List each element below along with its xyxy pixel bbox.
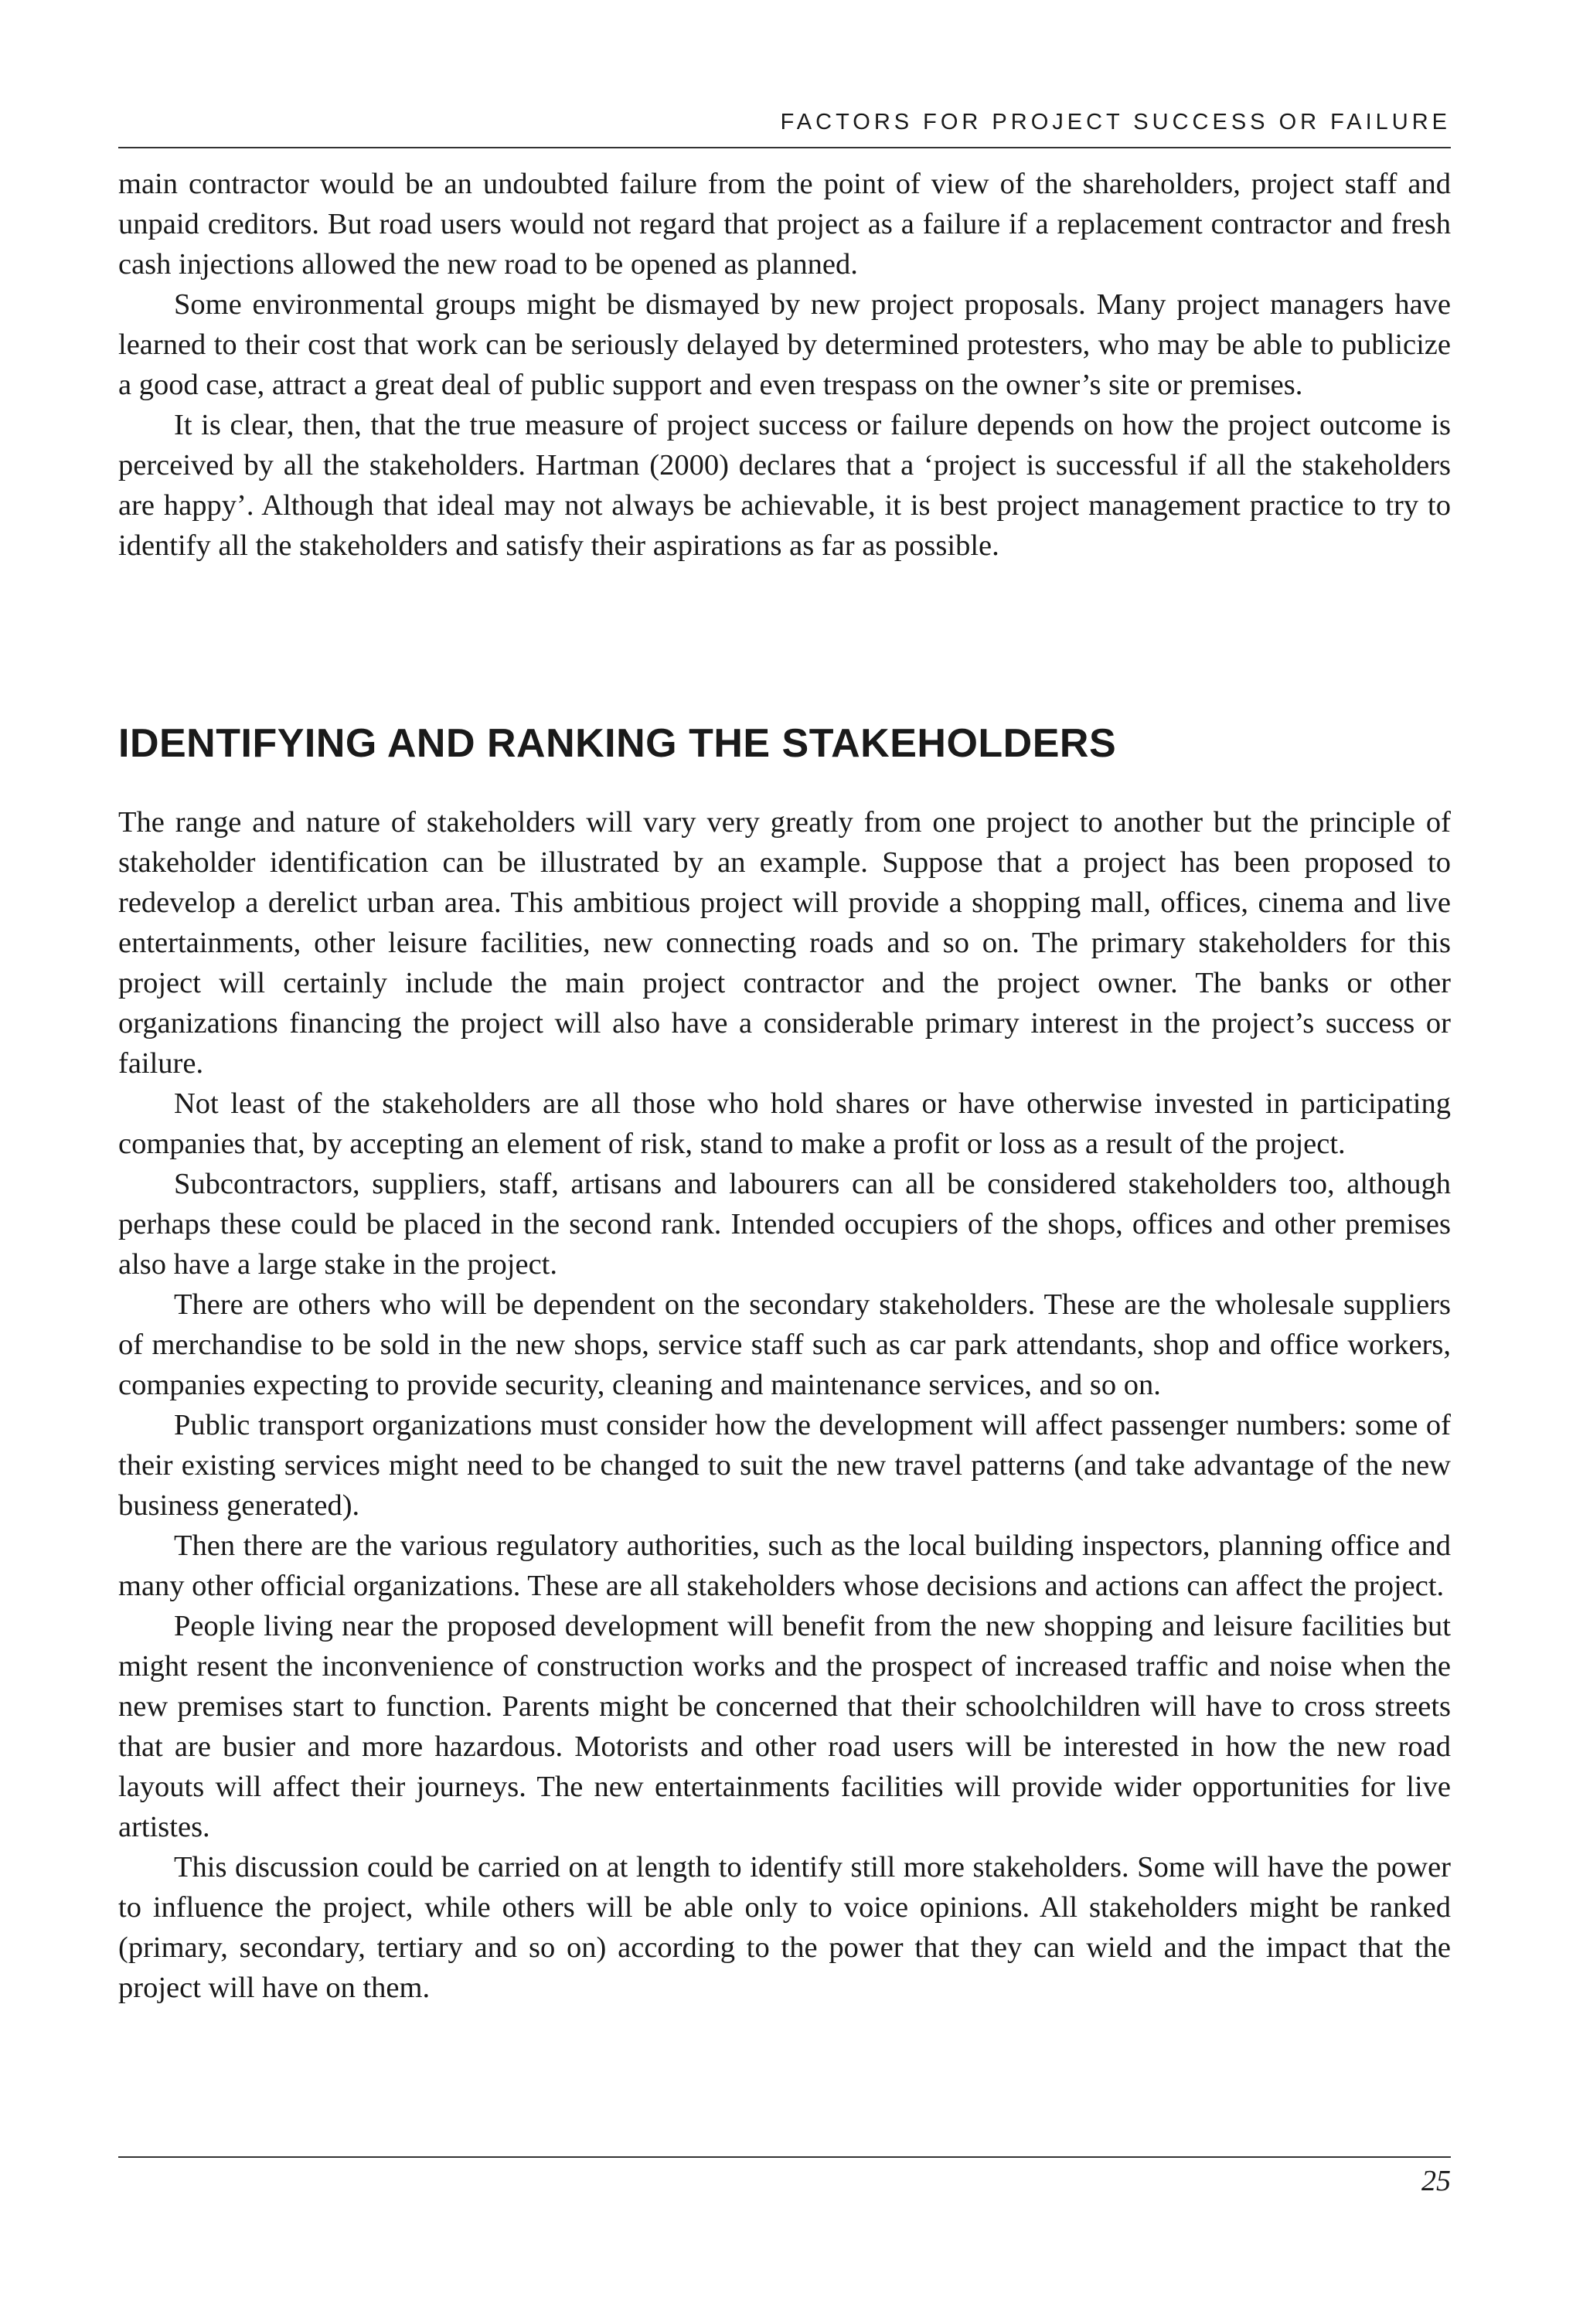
body-paragraph: Not least of the stakeholders are all those who hold shares or have otherwise invested in participating companies that, by accepting an element of risk, stand to make a profit or loss as a result of the project.	[118, 1087, 1451, 1160]
body-paragraph: main contractor would be an undoubted failure from the point of view of the shareholders, project staff and unpaid creditors. But road users would not regard that project as a failure if a replacement contractor and fresh cash injections allowed the new road to be opened as planned.	[118, 168, 1451, 281]
body-paragraph: Subcontractors, suppliers, staff, artisans and labourers can all be considered stakeholders too, although perhaps these could be placed in the second rank. Intended occupiers of the shops, offices and other premises also have a large stake in the project.	[118, 1168, 1451, 1281]
body-paragraph: There are others who will be dependent on the secondary stakeholders. These are the wholesale suppliers of merchandise to be sold in the new shops, service staff such as car park attendants, shop and office workers, companies expecting to provide security, cleaning and maintenance services, and so on.	[118, 1288, 1451, 1401]
body-paragraph: Some environmental groups might be dismayed by new project proposals. Many project managers have learned to their cost that work can be seriously delayed by determined protesters, who may be able to publicize a good case, attract a great deal of public support and even trespass on the owner’s site or premises.	[118, 288, 1451, 401]
running-header-title: FACTORS FOR PROJECT SUCCESS OR FAILURE	[780, 110, 1451, 134]
body-paragraph: The range and nature of stakeholders will vary very greatly from one project to another but the principle of stakeholder identification can be illustrated by an example. Suppose that a project has been proposed to redevelop a derelict urban area. This ambitious project will provide a shopping mall, offices, cinema and live entertainments, other leisure facilities, new connecting roads and so on. The primary stakeholders for this project will certainly include the main project contractor and the project owner. The banks or other organizations financing the project will also have a considerable primary interest in the project’s success or failure.	[118, 806, 1451, 1080]
body-paragraph: This discussion could be carried on at length to identify still more stakeholders. Some will have the power to influence the project, while others will be able only to voice opinions. All stakeholders might be ranked (primary, secondary, tertiary and so on) according to the power that they can wield and the impact that the project will have on them.	[118, 1851, 1451, 2004]
body-paragraph: Public transport organizations must consider how the development will affect passenger numbers: some of their existing services might need to be changed to suit the new travel patterns (and take advantage of the new business generated).	[118, 1409, 1451, 1522]
document-page	[118, 0, 1451, 2324]
header-rule	[118, 147, 1451, 148]
footer-rule	[118, 2156, 1451, 2158]
page-number: 25	[1421, 2165, 1451, 2197]
section-text-block	[118, 802, 1451, 2008]
body-paragraph: Then there are the various regulatory authorities, such as the local building inspectors, planning office and many other official organizations. These are all stakeholders whose decisions and actions can affect the project.	[118, 1529, 1451, 1602]
section-heading: IDENTIFYING AND RANKING THE STAKEHOLDERS	[118, 721, 1117, 766]
body-paragraph: People living near the proposed development will benefit from the new shopping and leisure facilities but might resent the inconvenience of construction works and the prospect of increased traffic and noise when the new premises start to function. Parents might be concerned that their schoolchildren will have to cross streets that are busier and more hazardous. Motorists and other road users will be interested in how the new road layouts will affect their journeys. The new entertainments facilities will provide wider opportunities for live artistes.	[118, 1610, 1451, 1843]
intro-text-block	[118, 164, 1451, 566]
body-paragraph: It is clear, then, that the true measure of project success or failure depends on how the project outcome is perceived by all the stakeholders. Hartman (2000) declares that a ‘project is successful if all the stakeholders are happy’. Although that ideal may not always be achievable, it is best project management practice to try to identify all the stakeholders and satisfy their aspirations as far as possible.	[118, 409, 1451, 562]
